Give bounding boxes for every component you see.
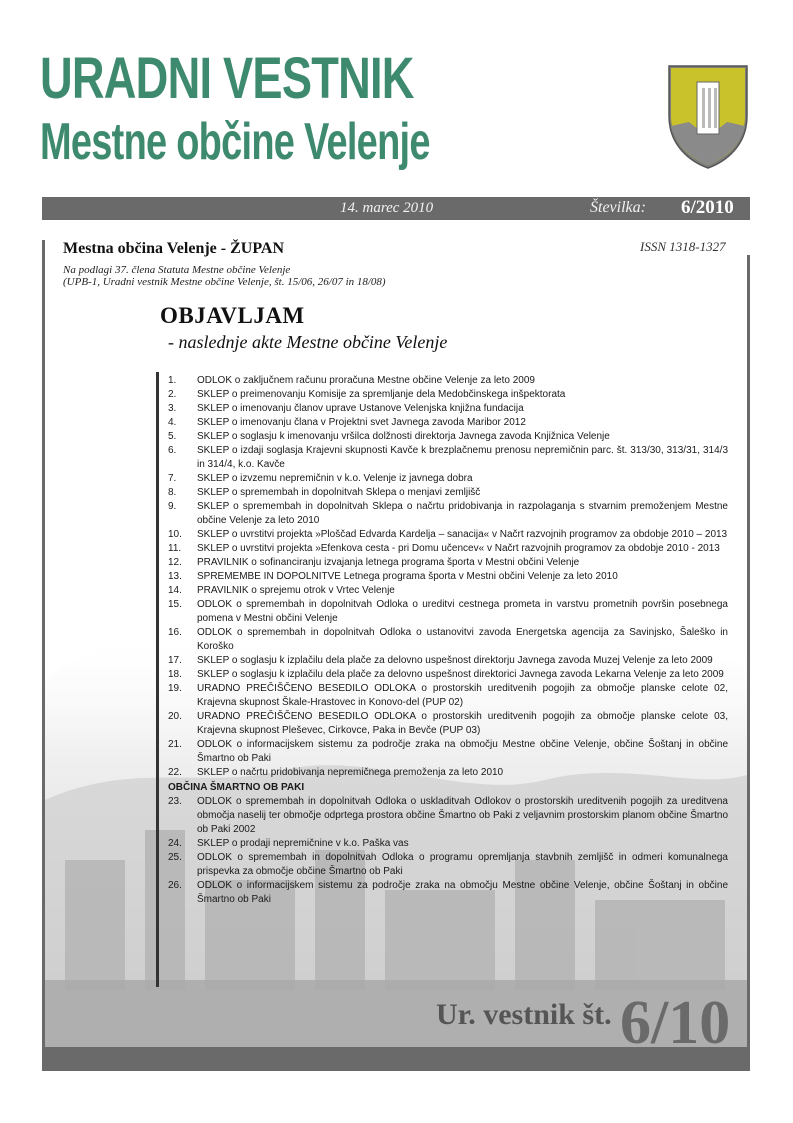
toc-item-text: URADNO PREČIŠČENO BESEDILO ODLOKA o prostorskih ureditvenih pogojih za območje planske celote 03, Krajevna skupnost Pleševec, Cirkovce, Paka in Bevče (PUP 03) [197,711,728,736]
toc-item-number: 7. [168,473,177,484]
toc-item [168,444,728,472]
toc-item [168,851,728,879]
toc-item-text: SKLEP o soglasju k imenovanju vršilca dolžnosti direktorja Javnega zavoda Knjižnica Velenje [197,431,610,442]
right-border [747,255,750,1071]
masthead-subtitle: Mestne občine Velenje [40,113,430,171]
toc-item [168,682,728,710]
toc-item-text: SKLEP o izvzemu nepremičnin v k.o. Velenje iz javnega dobra [197,473,473,484]
toc-item-number: 16. [168,627,182,638]
toc-item [168,472,728,486]
toc-item-number: 9. [168,501,177,512]
toc-item-number: 24. [168,838,182,849]
toc-item-number: 5. [168,431,177,442]
toc-item-text: SKLEP o imenovanju člana v Projektni svet Javnega zavoda Maribor 2012 [197,417,526,428]
toc-item-number: 4. [168,417,177,428]
toc-item-number: 23. [168,796,182,807]
toc-item-text: SPREMEMBE IN DOPOLNITVE Letnega programa športa v Mestni občini Velenje za leto 2010 [197,571,618,582]
issn: ISSN 1318-1327 [640,239,726,254]
toc-item [168,402,728,416]
toc-item [168,542,728,556]
announce-title: OBJAVLJAM [160,303,305,328]
toc-item-text: URADNO PREČIŠČENO BESEDILO ODLOKA o prostorskih ureditvenih pogojih za območje planske celote 02, Krajevna skupnost Škale-Hrastovec in Konovo-del (PUP 02) [197,683,728,708]
toc-item-text: ODLOK o spremembah in dopolnitvah Odloka o ustanovitvi zavoda Energetska agencija za Savinjsko, Šaleško in Koroško [197,627,728,652]
toc-item-number: 14. [168,585,182,596]
toc-item [168,795,728,837]
footer-issue-number: 6/10 [620,989,731,1057]
toc-item [168,388,728,402]
toc-section-heading: OBČINA ŠMARTNO OB PAKI [168,782,305,793]
issue-number: 6/2010 [681,197,734,218]
toc-item-text: ODLOK o informacijskem sistemu za področje zraka na območju Mestne občine Velenje, občine Šoštanj in občine Šmartno ob Paki [197,739,728,764]
announce-subtitle: - naslednje akte Mestne občine Velenje [168,332,448,352]
toc-item [168,556,728,570]
issue-number-label: Številka: [590,199,646,216]
toc-item-text: SKLEP o uvrstitvi projekta »Efenkova cesta - pri Domu učencev« v Načrt razvojnih programov za obdobje 2010 - 2013 [197,543,720,554]
masthead-title: URADNI VESTNIK [40,46,414,111]
table-of-contents [168,374,728,907]
toc-item-text: PRAVILNIK o sofinanciranju izvajanja letnega programa športa v Mestni občini Velenje [197,557,580,568]
toc-item [168,430,728,444]
toc-item-number: 10. [168,529,182,540]
toc-item-text: ODLOK o spremembah in dopolnitvah Odloka o ureditvi cestnega prometa in varstvu prometnih površin posebnega pomena v Mestni občini Velenje [197,599,728,624]
toc-item [168,374,728,388]
toc-item [168,738,728,766]
toc-item-text: SKLEP o prodaji nepremičnine v k.o. Paška vas [197,838,409,849]
toc-item-text: SKLEP o uvrstitvi projekta »Ploščad Edvarda Kardelja – sanacija« v Načrt razvojnih programov za obdobje 2010 – 2013 [197,529,728,540]
toc-item [168,500,728,528]
toc-item [168,837,728,851]
toc-item [168,654,728,668]
toc-item-number: 25. [168,852,182,863]
toc-item [168,710,728,738]
toc-item-number: 19. [168,683,182,694]
toc-item-text: SKLEP o preimenovanju Komisije za spremljanje dela Medobčinskega inšpektorata [197,389,566,400]
footer-title: Ur. vestnik št. [436,998,612,1031]
toc-item [168,766,728,780]
toc-item [168,528,728,542]
toc-item-text: SKLEP o soglasju k izplačilu dela plače za delovno uspešnost direktorju Javnega zavoda Muzej Velenje za leto 2009 [197,655,713,666]
toc-item-number: 12. [168,557,182,568]
toc-item-number: 13. [168,571,182,582]
toc-item-text: SKLEP o spremembah in dopolnitvah Sklepa o načrtu pridobivanja in razpolaganja s stvarnim premoženjem Mestne občine Velenje za leto 2010 [197,501,728,526]
toc-item-text: SKLEP o imenovanju članov uprave Ustanove Velenjska knjižna fundacija [197,403,524,414]
toc-item-text: PRAVILNIK o sprejemu otrok v Vrtec Velenje [197,585,395,596]
issue-date: 14. marec 2010 [340,200,434,216]
coat-of-arms-icon [667,64,749,170]
toc-item-number: 20. [168,711,182,722]
toc-item-number: 18. [168,669,182,680]
toc-item [168,668,728,682]
publisher: Mestna občina Velenje - ŽUPAN [63,240,285,257]
toc-item-number: 26. [168,880,182,891]
toc-item-number: 21. [168,739,182,750]
toc-item [168,486,728,500]
toc-item-text: ODLOK o informacijskem sistemu za področje zraka na območju Mestne občine Velenje, občine Šoštanj in občine Šmartno ob Paki [197,880,728,905]
toc-item-number: 3. [168,403,177,414]
toc-item-number: 1. [168,375,177,386]
toc-item [168,879,728,907]
toc-item [168,416,728,430]
legal-basis-line1: Na podlagi 37. člena Statuta Mestne občine Velenje [63,264,291,276]
toc-item [168,570,728,584]
toc-item-text: ODLOK o spremembah in dopolnitvah Odloka o uskladitvah Odlokov o prostorskih ureditvenih pogojih za ureditvena območja naselij ter območje odprtega prostora občine Šmartno ob Paki z veljavnim prostorskim planom občine Šmartno ob Paki 2002 [197,796,728,835]
toc-item-number: 6. [168,445,177,456]
toc-item [168,584,728,598]
toc-item-number: 17. [168,655,182,666]
toc-item-number: 22. [168,767,182,778]
toc-item-text: SKLEP o izdaji soglasja Krajevni skupnosti Kavče k brezplačnemu prenosu nepremičnin parc. št. 313/30, 313/31, 314/3 in 314/4, k.o. Kavče [197,445,728,470]
toc-item-text: ODLOK o spremembah in dopolnitvah Odloka o programu opremljanja stavbnih zemljišč in odmeri komunalnega prispevka za območje občine Šmartno ob Paki [197,852,728,877]
toc-item [168,598,728,626]
legal-basis-line2: (UPB-1, Uradni vestnik Mestne občine Velenje, št. 15/06, 26/07 in 18/08) [63,276,386,288]
toc-item-text: SKLEP o soglasju k izplačilu dela plače za delovno uspešnost direktorici Javnega zavoda Lekarna Velenje za leto 2009 [197,669,724,680]
toc-item-text: ODLOK o zaključnem računu proračuna Mestne občine Velenje za leto 2009 [197,375,535,386]
toc-item [168,626,728,654]
toc-item-number: 2. [168,389,177,400]
toc-bar [156,372,159,987]
toc-item-number: 8. [168,487,177,498]
toc-item-text: SKLEP o načrtu pridobivanja nepremičnega premoženja za leto 2010 [197,767,504,778]
toc-item-number: 11. [168,543,182,554]
toc-item-number: 15. [168,599,182,610]
toc-item-text: SKLEP o spremembah in dopolnitvah Sklepa o menjavi zemljišč [197,487,481,498]
